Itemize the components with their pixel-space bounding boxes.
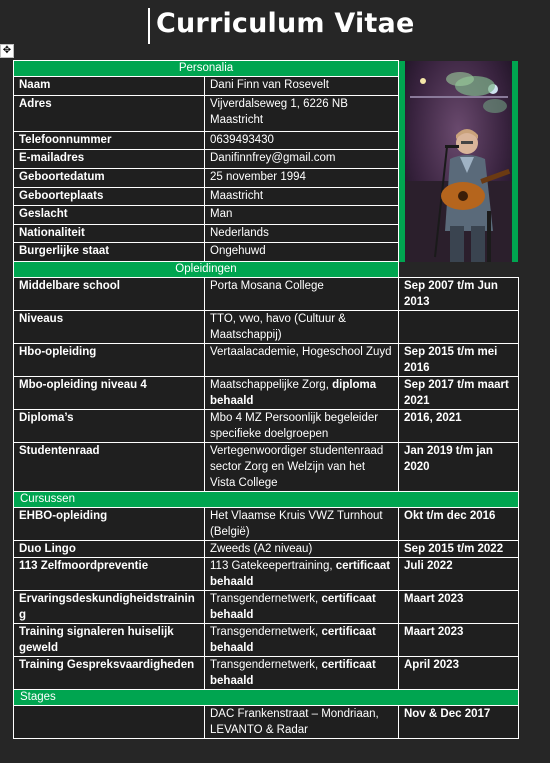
date-hbo-opleiding: Sep 2015 t/m mei 2016 (399, 344, 519, 377)
date-diplomas: 2016, 2021 (399, 410, 519, 443)
table-row (14, 558, 519, 591)
table-row (14, 344, 519, 377)
profile-photo (399, 61, 519, 262)
section-title-cursussen: Cursussen (14, 492, 519, 508)
label-geslacht: Geslacht (14, 206, 205, 225)
section-header-stages (14, 690, 519, 706)
value-naam: Dani Finn van Rosevelt (205, 77, 399, 96)
page-title: Curriculum Vitae (156, 8, 415, 39)
value-huiselijk-geweld (205, 624, 399, 657)
date-niveaus (399, 311, 519, 344)
table-row (14, 377, 519, 410)
label-ervaringsdeskundigheid: Ervaringsdeskundigheidstraining (14, 591, 205, 624)
table-row (14, 508, 519, 541)
value-geslacht: Man (205, 206, 399, 225)
label-geboorteplaats: Geboorteplaats (14, 187, 205, 206)
date-huiselijk-geweld: Maart 2023 (399, 624, 519, 657)
label-stage (14, 706, 205, 739)
value-113 (205, 558, 399, 591)
value-huiselijk-text: Transgendernetwerk, (210, 626, 322, 638)
label-ehbo: EHBO-opleiding (14, 508, 205, 541)
table-row (14, 706, 519, 739)
value-ervaringsdeskundigheid (205, 591, 399, 624)
label-adres: Adres (14, 95, 205, 131)
date-ehbo: Okt t/m dec 2016 (399, 508, 519, 541)
label-gespreksvaardigheden: Training Gespreksvaardigheden (14, 657, 205, 690)
date-stage: Nov & Dec 2017 (399, 706, 519, 739)
label-emailadres: E-mailadres (14, 150, 205, 169)
section-header-opleidingen (14, 262, 519, 278)
date-gespreksvaardigheden: April 2023 (399, 657, 519, 690)
label-burgerlijke-staat: Burgerlijke staat (14, 243, 205, 262)
table-row (14, 410, 519, 443)
table-row (14, 591, 519, 624)
cv-table (13, 60, 519, 739)
table-row (14, 311, 519, 344)
label-middelbare-school: Middelbare school (14, 278, 205, 311)
section-title-stages: Stages (14, 690, 519, 706)
value-duolingo: Zweeds (A2 niveau) (205, 541, 399, 558)
table-row (14, 624, 519, 657)
value-hbo-opleiding: Vertaalacademie, Hogeschool Zuyd (205, 344, 399, 377)
value-113-bold: certificaat behaald (210, 560, 391, 588)
value-gesprek-bold: certificaat behaald (210, 659, 376, 687)
value-niveaus: TTO, vwo, havo (Cultuur & Maatschappij) (205, 311, 399, 344)
value-diplomas: Mbo 4 MZ Persoonlijk begeleider specifieke doelgroepen (205, 410, 399, 443)
date-duolingo: Sep 2015 t/m 2022 (399, 541, 519, 558)
value-huiselijk-bold: certificaat behaald (210, 626, 376, 654)
label-hbo-opleiding: Hbo-opleiding (14, 344, 205, 377)
date-mbo-opleiding: Sep 2017 t/m maart 2021 (399, 377, 519, 410)
date-middelbare-school: Sep 2007 t/m Jun 2013 (399, 278, 519, 311)
value-telefoonnummer: 0639493430 (205, 131, 399, 150)
label-113: 113 Zelfmoordpreventie (14, 558, 205, 591)
value-gespreksvaardigheden (205, 657, 399, 690)
value-mbo-opleiding (205, 377, 399, 410)
label-diplomas: Diploma’s (14, 410, 205, 443)
move-handle-icon[interactable]: ✥ (0, 44, 14, 58)
label-huiselijk-geweld: Training signaleren huiselijk geweld (14, 624, 205, 657)
value-adres: Vijverdalseweg 1, 6226 NB Maastricht (205, 95, 399, 131)
value-geboortedatum: 25 november 1994 (205, 168, 399, 187)
label-nationaliteit: Nationaliteit (14, 224, 205, 243)
value-mbo-text: Maatschappelijke Zorg, (210, 379, 333, 391)
table-row (14, 541, 519, 558)
value-middelbare-school: Porta Mosana College (205, 278, 399, 311)
value-emailadres: Danifinnfrey@gmail.com (205, 150, 399, 169)
table-row (14, 443, 519, 492)
table-row (14, 278, 519, 311)
label-niveaus: Niveaus (14, 311, 205, 344)
section-header-cursussen (14, 492, 519, 508)
date-studentenraad: Jan 2019 t/m jan 2020 (399, 443, 519, 492)
value-burgerlijke-staat: Ongehuwd (205, 243, 399, 262)
value-gesprek-text: Transgendernetwerk, (210, 659, 322, 671)
photo-guitarist-icon (405, 61, 512, 262)
label-geboortedatum: Geboortedatum (14, 168, 205, 187)
value-studentenraad: Vertegenwoordiger studentenraad sector Zorg en Welzijn van het Vista College (205, 443, 399, 492)
value-nationaliteit: Nederlands (205, 224, 399, 243)
section-title-opleidingen: Opleidingen (14, 262, 399, 278)
value-ervaring-text: Transgendernetwerk, (210, 593, 322, 605)
value-mbo-bold: diploma behaald (210, 379, 377, 407)
label-mbo-opleiding: Mbo-opleiding niveau 4 (14, 377, 205, 410)
value-geboorteplaats: Maastricht (205, 187, 399, 206)
label-studentenraad: Studentenraad (14, 443, 205, 492)
label-telefoonnummer: Telefoonnummer (14, 131, 205, 150)
value-ervaring-bold: certificaat behaald (210, 593, 376, 621)
section-title-personalia: Personalia (14, 61, 399, 77)
value-stage: DAC Frankenstraat – Mondriaan, LEVANTO & Radar (205, 706, 399, 739)
label-naam: Naam (14, 77, 205, 96)
value-113-text: 113 Gatekeepertraining, (210, 560, 336, 572)
date-113: Juli 2022 (399, 558, 519, 591)
section-header-personalia (14, 61, 519, 77)
label-duolingo: Duo Lingo (14, 541, 205, 558)
value-ehbo: Het Vlaamse Kruis VWZ Turnhout (België) (205, 508, 399, 541)
table-row (14, 657, 519, 690)
text-cursor-bar (148, 8, 150, 44)
empty-cell (399, 262, 519, 278)
date-ervaringsdeskundigheid: Maart 2023 (399, 591, 519, 624)
